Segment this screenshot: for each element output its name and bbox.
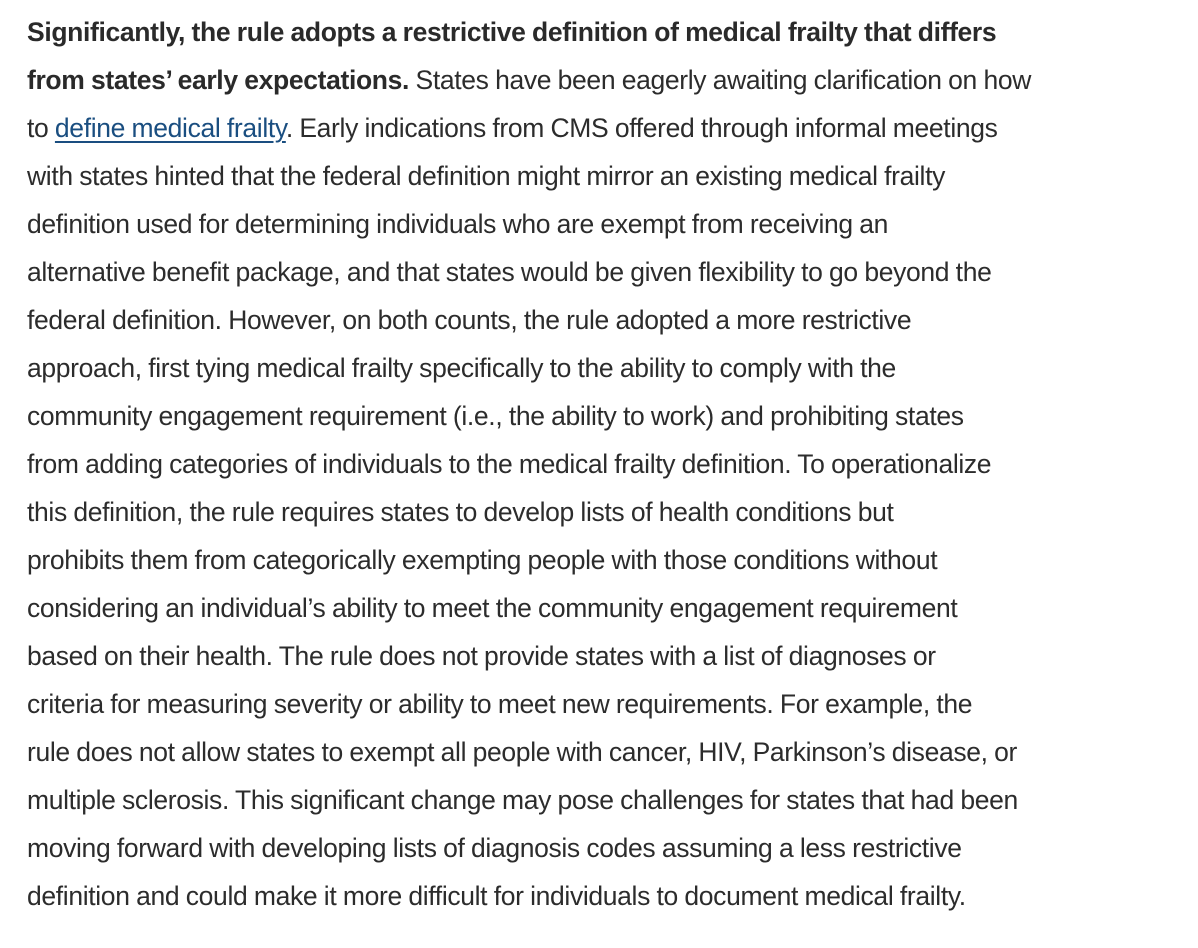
text-line: federal definition. However, on both counts, the rule adopted a more restrictive [27,305,912,335]
body-text: to [27,113,55,143]
body-text: States have been eagerly awaiting clarification on how [409,65,1032,95]
text-line: approach, first tying medical frailty specifically to the ability to comply with the [27,353,896,383]
text-line: alternative benefit package, and that states would be given flexibility to go beyond the [27,257,992,287]
define-medical-frailty-link[interactable]: define medical frailty [54,113,286,143]
text-line: definition and could make it more difficult for individuals to document medical frailty. [27,881,966,911]
text-line: prohibits them from categorically exempting people with those conditions without [27,545,938,575]
article-body [27,8,1185,920]
text-line [27,56,1185,104]
text-line [27,104,1185,152]
text-line: from adding categories of individuals to the medical frailty definition. To operationalize [27,449,992,479]
text-line: multiple sclerosis. This significant change may pose challenges for states that had been [27,785,1018,815]
body-text: . Early indications from CMS offered through informal meetings [285,113,998,143]
text-line: criteria for measuring severity or ability to meet new requirements. For example, the [27,689,973,719]
text-line: rule does not allow states to exempt all people with cancer, HIV, Parkinson’s disease, or [27,737,1018,767]
text-line [27,8,1185,56]
text-line: community engagement requirement (i.e., the ability to work) and prohibiting states [27,401,964,431]
lead-sentence-end: from states’ early expectations. [27,65,410,95]
text-line: based on their health. The rule does not provide states with a list of diagnoses or [27,641,936,671]
text-line: with states hinted that the federal definition might mirror an existing medical frailty [27,161,946,191]
paragraph [27,8,1185,920]
text-line: moving forward with developing lists of diagnosis codes assuming a less restrictive [27,833,962,863]
text-line: considering an individual’s ability to meet the community engagement requirement [27,593,958,623]
lead-sentence: Significantly, the rule adopts a restrictive definition of medical frailty that differs [27,17,997,47]
text-line: definition used for determining individuals who are exempt from receiving an [27,209,889,239]
text-line: this definition, the rule requires states to develop lists of health conditions but [27,497,894,527]
